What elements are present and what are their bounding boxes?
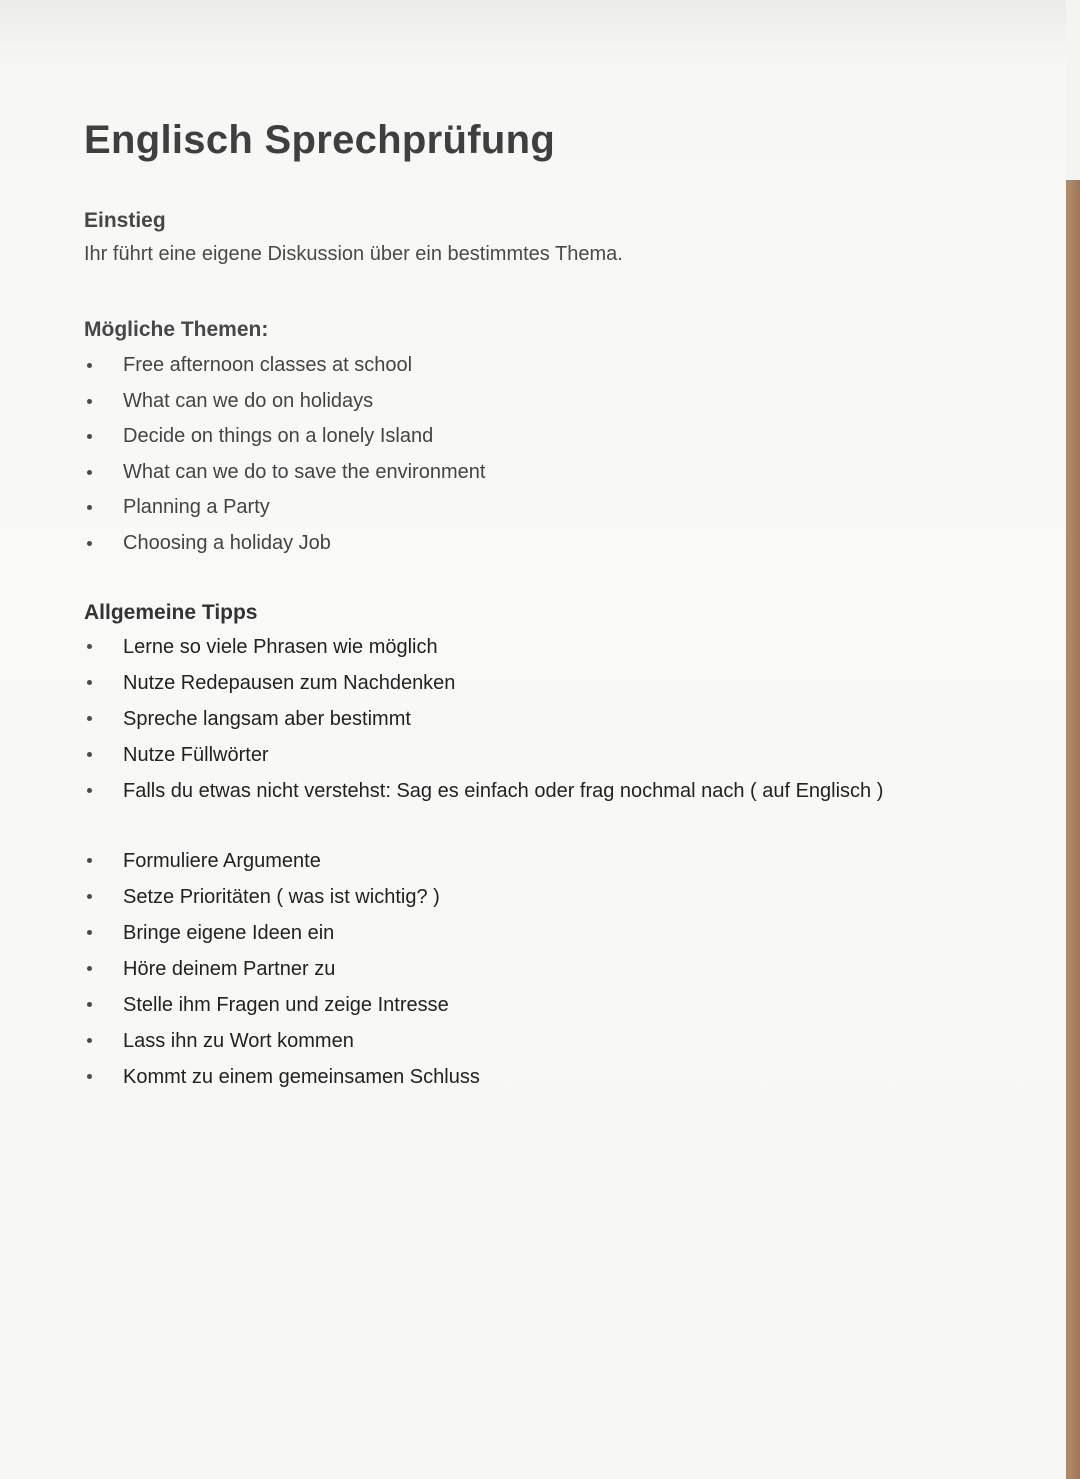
list-item-text: Planning a Party — [123, 496, 270, 518]
list-item — [84, 665, 984, 701]
list-item — [84, 1023, 984, 1059]
list-item — [84, 419, 984, 455]
list-item — [84, 1059, 984, 1095]
list-item-text: Stelle ihm Fragen und zeige Intresse — [123, 994, 449, 1016]
bullet-icon — [87, 894, 92, 899]
list-item — [84, 773, 984, 809]
list-item — [84, 348, 984, 384]
list-item — [84, 526, 984, 562]
list-item-text: Spreche langsam aber bestimmt — [123, 708, 411, 730]
bullet-icon — [87, 680, 92, 685]
list-item-text: Kommt zu einem gemeinsamen Schluss — [123, 1066, 480, 1088]
list-item — [84, 737, 984, 773]
bullet-icon — [87, 1002, 92, 1007]
list-item — [84, 879, 984, 915]
document-content — [84, 118, 984, 1095]
bullet-icon — [87, 541, 92, 546]
section-heading-themen: Mögliche Themen: — [84, 318, 269, 341]
list-item — [84, 384, 984, 420]
list-item-text: Formuliere Argumente — [123, 850, 321, 872]
bullet-icon — [87, 788, 92, 793]
list-item-text: Nutze Füllwörter — [123, 744, 269, 766]
bullet-icon — [87, 752, 92, 757]
einstieg-text: Ihr führt eine eigene Diskussion über ein bestimmtes Thema. — [84, 243, 623, 265]
list-item-text: Nutze Redepausen zum Nachdenken — [123, 672, 456, 694]
section-heading-tipps: Allgemeine Tipps — [84, 601, 258, 624]
list-item-text: Lass ihn zu Wort kommen — [123, 1030, 354, 1052]
bullet-icon — [87, 966, 92, 971]
bullet-icon — [87, 470, 92, 475]
bullet-icon — [87, 399, 92, 404]
list-item-text: Choosing a holiday Job — [123, 531, 331, 554]
tipps-list-discussion — [84, 843, 984, 1095]
list-item-text: Decide on things on a lonely Island — [123, 425, 434, 447]
list-item-text: Free afternoon classes at school — [123, 354, 413, 376]
list-item — [84, 701, 984, 737]
bullet-icon — [87, 434, 92, 439]
bullet-icon — [87, 1074, 92, 1079]
list-item-text: Höre deinem Partner zu — [123, 958, 336, 980]
list-item-text: Setze Prioritäten ( was ist wichtig? ) — [123, 886, 440, 908]
list-item — [84, 951, 984, 987]
bullet-icon — [87, 505, 92, 510]
list-item-text: What can we do on holidays — [123, 389, 374, 412]
list-item-text: Bringe eigene Ideen ein — [123, 922, 335, 944]
list-item — [84, 490, 984, 526]
list-item-text: What can we do to save the environment — [123, 460, 486, 483]
bullet-icon — [87, 1038, 92, 1043]
tipps-list-general — [84, 629, 984, 809]
bullet-icon — [87, 858, 92, 863]
bullet-icon — [87, 716, 92, 721]
bullet-icon — [87, 930, 92, 935]
list-item-text: Lerne so viele Phrasen wie möglich — [123, 636, 438, 658]
section-heading-einstieg: Einstieg — [84, 209, 166, 232]
list-item — [84, 629, 984, 665]
bullet-icon — [87, 363, 92, 368]
list-item — [84, 455, 984, 491]
list-item — [84, 915, 984, 951]
list-item — [84, 987, 984, 1023]
list-item — [84, 843, 984, 879]
bullet-icon — [87, 644, 92, 649]
list-item-text: Falls du etwas nicht verstehst: Sag es einfach oder frag nochmal nach ( auf Englisch ) — [123, 780, 884, 802]
themen-list — [84, 348, 984, 561]
page-title: Englisch Sprechprüfung — [84, 118, 556, 162]
